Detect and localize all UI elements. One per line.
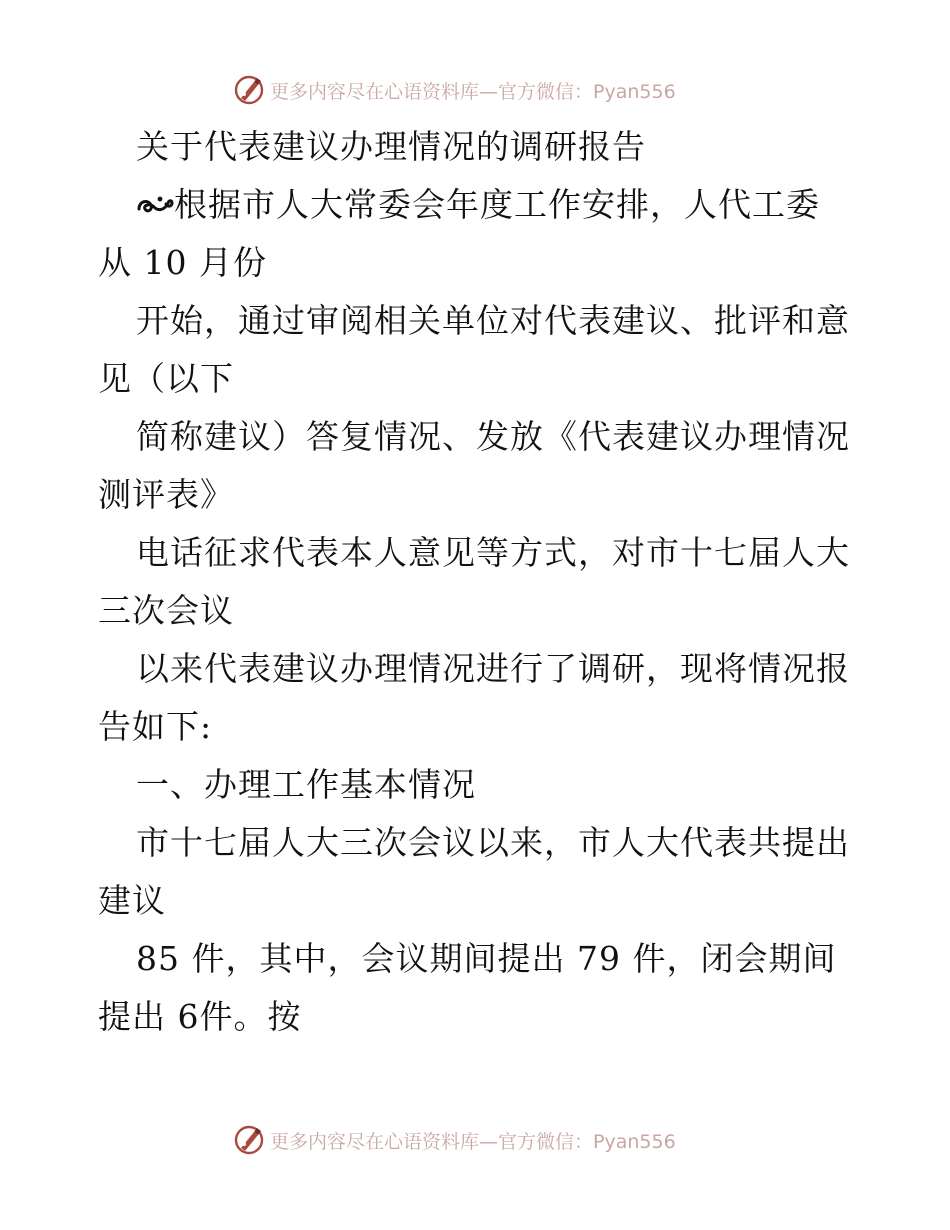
paragraph-line: 开始，通过审阅相关单位对代表建议、批评和意 <box>136 301 850 340</box>
footer-watermark <box>232 1122 676 1158</box>
paragraph-line: 市十七届人大三次会议以来，市人大代表共提出 <box>136 823 850 862</box>
header-watermark <box>232 72 676 108</box>
document-title: 关于代表建议办理情况的调研报告 <box>136 127 646 166</box>
watermark-text: 更多内容尽在心语资料库—官方微信：Pyan556 <box>270 80 676 103</box>
watermark-text: 更多内容尽在心语资料库—官方微信：Pyan556 <box>270 1130 676 1153</box>
paragraph-line: 简称建议）答复情况、发放《代表建议办理情况 <box>136 417 850 456</box>
paragraph-line <box>98 176 858 234</box>
paragraph-line: 以来代表建议办理情况进行了调研，现将情况报 <box>136 649 850 688</box>
paragraph-line: 电话征求代表本人意见等方式，对市十七届人大 <box>136 533 850 572</box>
paragraph-line: 三次会议 <box>98 591 234 630</box>
pen-seal-icon <box>232 73 266 107</box>
paragraph-line: 见（以下 <box>98 359 234 398</box>
paragraph-text: 根据市人大常委会年度工作安排，人代工委 <box>174 185 820 224</box>
paragraph-line: 85 件，其中，会议期间提出 79 件，闭会期间 <box>136 939 837 978</box>
paragraph-line: 测评表》 <box>98 475 234 514</box>
paragraph-line: 告如下: <box>98 707 213 746</box>
flourish-icon <box>136 191 174 219</box>
pen-seal-icon <box>232 1123 266 1157</box>
paragraph-line: 从 10 月份 <box>98 243 267 282</box>
paragraph-line: 建议 <box>98 881 166 920</box>
document-body <box>98 118 858 1046</box>
section-heading: 一、办理工作基本情况 <box>136 765 476 804</box>
paragraph-line: 提出 6件。按 <box>98 997 302 1036</box>
